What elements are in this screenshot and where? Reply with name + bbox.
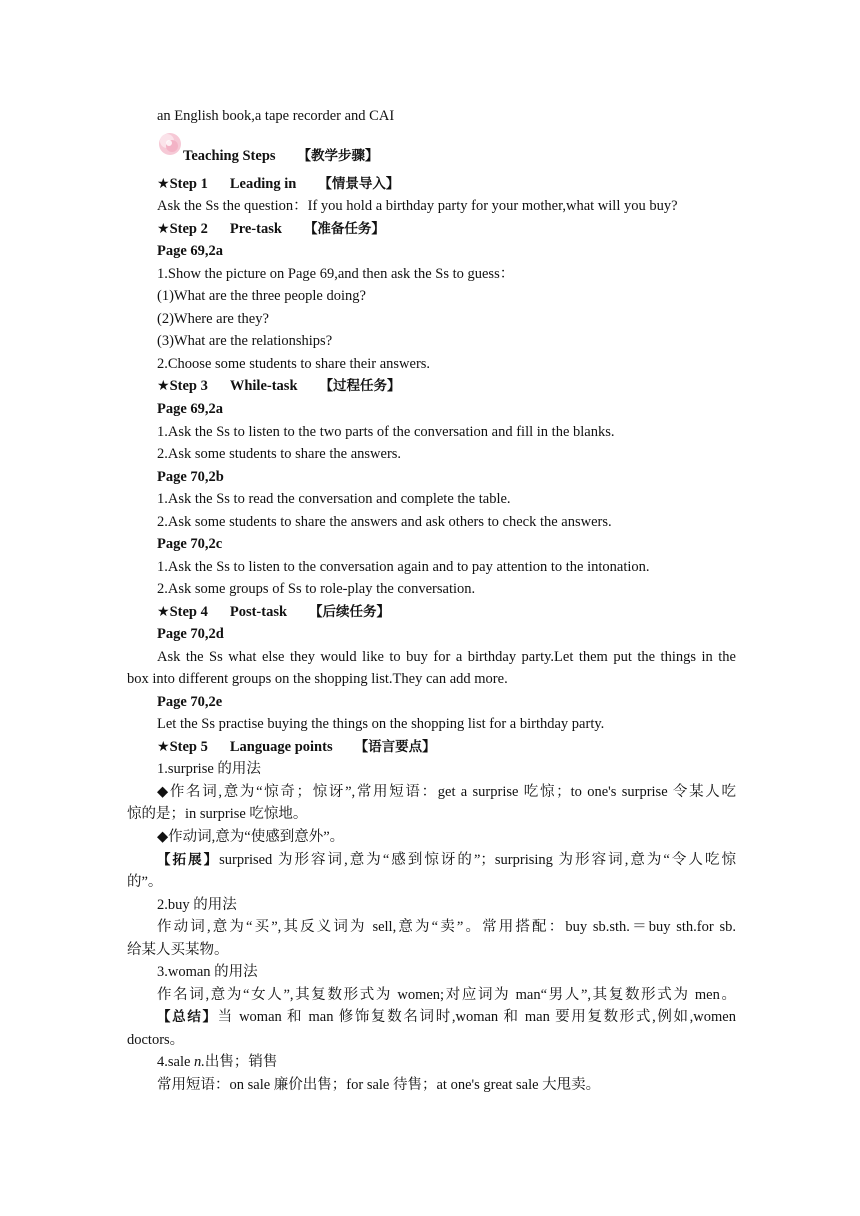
step3-line: 2.Ask some groups of Ss to role-play the conversation.: [157, 581, 476, 597]
step2-line: 2.Choose some students to share their answers.: [157, 356, 431, 372]
point-heading: 1.surprise 的用法: [157, 761, 261, 777]
star-icon: ★: [157, 378, 170, 394]
point-line: ◆作动词,意为“使感到意外”。: [157, 829, 345, 845]
step5-heading: [157, 737, 436, 757]
point-line: [157, 1007, 736, 1027]
step4-line: Ask the Ss what else they would like to buy for a birthday party.Let them put the things in the: [157, 649, 736, 665]
step3-cn: 【过程任务】: [319, 378, 401, 394]
point-heading: [157, 1052, 277, 1072]
step5-title: Step 5: [169, 739, 208, 755]
step3-title: Step 3: [169, 378, 208, 394]
point-line: doctors。: [127, 1032, 185, 1048]
flower-icon: [157, 131, 183, 157]
step3-page1: Page 69,2a: [157, 401, 224, 417]
step1-cn: 【情景导入】: [318, 176, 400, 192]
step2-cn: 【准备任务】: [303, 221, 385, 237]
step4-name: Post-task: [229, 604, 288, 620]
step2-page: Page 69,2a: [157, 243, 224, 259]
step3-page3: Page 70,2c: [157, 536, 223, 552]
point-line: 作名词,意为“女人”,其复数形式为 women;对应词为 man“男人”,其复数形式为 men。: [157, 987, 736, 1003]
step1-text: Ask the Ss the question：If you hold a birthday party for your mother,what will you buy?: [157, 198, 678, 214]
sale-meaning: 出售；销售: [204, 1054, 278, 1070]
step3-line: 1.Ask the Ss to listen to the conversation again and to pay attention to the intonation.: [157, 559, 650, 575]
step4-page2: Page 70,2e: [157, 694, 223, 710]
summary-tag: 【总结】: [157, 1009, 218, 1025]
step2-title: Step 2: [169, 221, 208, 237]
step1-heading: [157, 174, 399, 194]
star-icon: ★: [157, 739, 170, 755]
sale-word: 4.sale: [157, 1054, 195, 1070]
teaching-steps-en: Teaching Steps: [183, 148, 276, 164]
point-heading: 2.buy 的用法: [157, 897, 237, 913]
step3-page2: Page 70,2b: [157, 469, 224, 485]
step3-line: 2.Ask some students to share the answers and ask others to check the answers.: [157, 514, 612, 530]
star-icon: ★: [157, 221, 170, 237]
point-line: ◆作名词,意为“惊奇；惊讶”,常用短语：get a surprise 吃惊；to one's surprise 令某人吃: [157, 784, 736, 800]
star-icon: ★: [157, 176, 170, 192]
expand-tag: 【拓展】: [157, 852, 220, 868]
step2-heading: [157, 219, 385, 239]
teaching-steps-cn: 【教学步骤】: [297, 148, 379, 164]
step5-cn: 【语言要点】: [354, 739, 436, 755]
point-line: 常用短语：on sale 廉价出售；for sale 待售；at one's great sale 大甩卖。: [157, 1077, 601, 1093]
step4-title: Step 4: [169, 604, 208, 620]
step3-name: While-task: [229, 378, 298, 394]
step2-line: 1.Show the picture on Page 69,and then ask the Ss to guess：: [157, 266, 515, 282]
summary-text: 当 woman 和 man 修饰复数名词时,woman 和 man 要用复数形式,例如,women: [217, 1009, 736, 1025]
point-line: 惊的是；in surprise 吃惊地。: [127, 806, 308, 822]
step3-line: 1.Ask the Ss to read the conversation and complete the table.: [157, 491, 511, 507]
step4-line: Let the Ss practise buying the things on the shopping list for a birthday party.: [157, 716, 605, 732]
point-line: 作动词,意为“买”,其反义词为 sell,意为“卖”。常用搭配：buy sb.sth.＝buy sth.for sb.: [157, 919, 736, 935]
materials-line: an English book,a tape recorder and CAI: [157, 108, 395, 124]
sale-pos: n.: [194, 1054, 205, 1070]
step4-cn: 【后续任务】: [309, 604, 391, 620]
point-line: [157, 850, 736, 870]
expand-text: surprised 为形容词,意为“感到惊讶的”；surprising 为形容词,意为“令人吃惊: [219, 852, 736, 868]
step3-line: 1.Ask the Ss to listen to the two parts of the conversation and fill in the blanks.: [157, 424, 615, 440]
step2-line: (1)What are the three people doing?: [157, 288, 366, 304]
step3-heading: [157, 376, 401, 396]
step4-line: box into different groups on the shopping list.They can add more.: [127, 671, 508, 687]
step3-line: 2.Ask some students to share the answers.: [157, 446, 402, 462]
step2-name: Pre-task: [229, 221, 282, 237]
teaching-steps-heading: [183, 146, 379, 166]
step5-name: Language points: [229, 739, 333, 755]
step4-heading: [157, 602, 390, 622]
point-line: 的”。: [127, 874, 163, 890]
step4-page1: Page 70,2d: [157, 626, 224, 642]
point-line: 给某人买某物。: [127, 942, 229, 958]
step1-name: Leading in: [229, 176, 297, 192]
point-heading: 3.woman 的用法: [157, 964, 258, 980]
step1-title: Step 1: [169, 176, 208, 192]
star-icon: ★: [157, 604, 170, 620]
step2-line: (2)Where are they?: [157, 311, 269, 327]
step2-line: (3)What are the relationships?: [157, 333, 333, 349]
